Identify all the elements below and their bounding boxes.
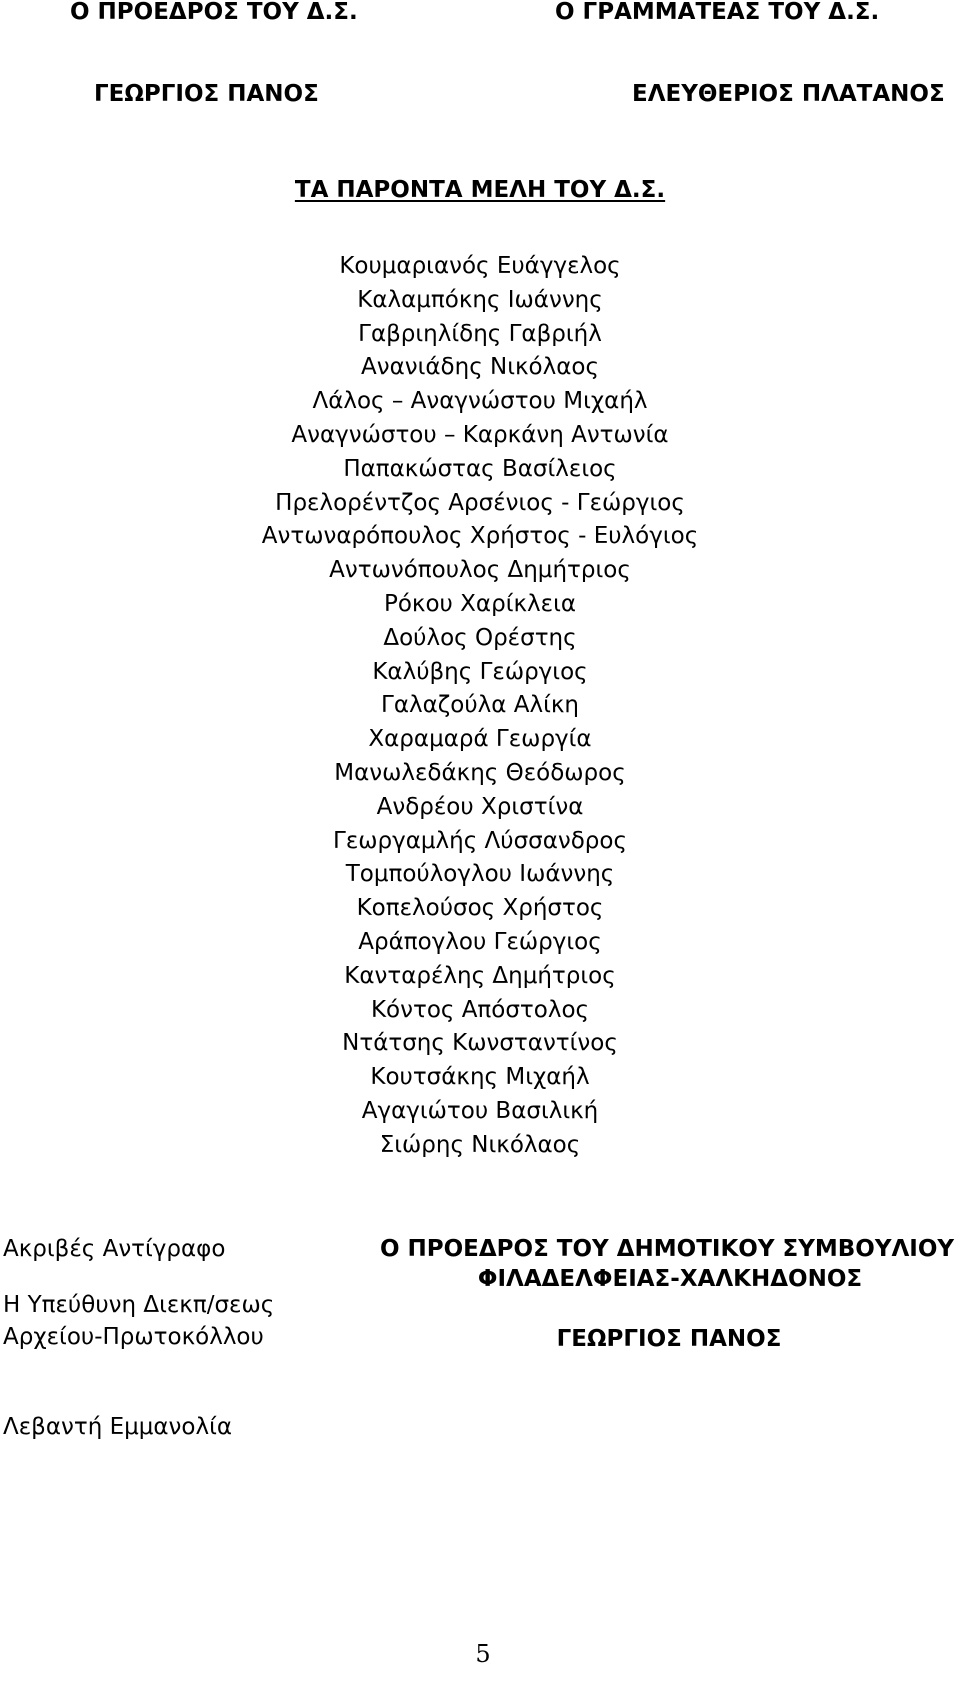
list-item: Χαραμαρά Γεωργία: [368, 726, 592, 753]
list-item: Γεωργαμλής Λύσσανδρος: [333, 827, 627, 854]
council-president-name: ΓΕΩΡΓΙΟΣ ΠΑΝΟΣ: [556, 1326, 782, 1352]
list-item: Ντάτσης Κωνσταντίνος: [342, 1030, 618, 1057]
list-item: Τομπούλογλου Ιωάννης: [345, 861, 615, 888]
list-item: Ανδρέου Χριστίνα: [376, 793, 584, 820]
list-item: Αράπογλου Γεώργιος: [358, 928, 602, 955]
council-president-title-line1: Ο ΠΡΟΕΔΡΟΣ ΤΟΥ ΔΗΜΟΤΙΚΟΥ ΣΥΜΒΟΥΛΙΟΥ: [379, 1236, 955, 1262]
list-item: Γαλαζούλα Αλίκη: [381, 692, 579, 719]
list-item: Καλαμπόκης Ιωάννης: [357, 286, 603, 313]
page-number: 5: [475, 1640, 491, 1668]
members-list: [0, 250, 960, 1163]
council-president-title-line2: ΦΙΛΑΔΕΛΦΕΙΑΣ-ΧΑΛΚΗΔΟΝΟΣ: [477, 1266, 863, 1292]
members-heading: ΤΑ ΠΑΡΟΝΤΑ ΜΕΛΗ ΤΟΥ Δ.Σ.: [294, 177, 666, 203]
list-item: Κόντος Απόστολος: [370, 996, 590, 1023]
president-title: Ο ΠΡΟΕΔΡΟΣ ΤΟΥ Δ.Σ.: [70, 0, 358, 25]
certified-copy-label: Ακριβές Αντίγραφο: [3, 1236, 226, 1262]
list-item: Ανανιάδης Νικόλαος: [361, 354, 599, 381]
list-item: Πρελορέντζος Αρσένιος - Γεώργιος: [275, 489, 685, 516]
secretary-title: Ο ΓΡΑΜΜΑΤΕΑΣ ΤΟΥ Δ.Σ.: [555, 0, 880, 25]
list-item: Σιώρης Νικόλαος: [379, 1131, 581, 1158]
list-item: Μανωλεδάκης Θεόδωρος: [334, 759, 626, 786]
list-item: Αντωνόπουλος Δημήτριος: [329, 557, 631, 584]
list-item: Αντωναρόπουλος Χρήστος - Ευλόγιος: [261, 523, 699, 550]
responsible-name: Λεβαντή Εμμανολία: [3, 1414, 233, 1440]
list-item: Παπακώστας Βασίλειος: [343, 455, 617, 482]
list-item: Κοπελούσος Χρήστος: [356, 895, 604, 922]
president-name: ΓΕΩΡΓΙΟΣ ΠΑΝΟΣ: [94, 81, 319, 107]
list-item: Ρόκου Χαρίκλεια: [383, 590, 577, 617]
responsible-title-line1: Η Υπεύθυνη Διεκπ/σεως: [3, 1292, 275, 1318]
list-item: Κουτσάκης Μιχαήλ: [370, 1064, 590, 1091]
list-item: Αγαγιώτου Βασιλική: [361, 1097, 599, 1124]
responsible-title-line2: Αρχείου-Πρωτοκόλλου: [3, 1324, 264, 1350]
list-item: Λάλος – Αναγνώστου Μιχαήλ: [312, 388, 648, 415]
list-item: Γαβριηλίδης Γαβριήλ: [358, 320, 602, 347]
secretary-name: ΕΛΕΥΘΕΡΙΟΣ ΠΛΑΤΑΝΟΣ: [632, 81, 945, 107]
list-item: Αναγνώστου – Καρκάνη Αντωνία: [291, 421, 669, 448]
list-item: Καλύβης Γεώργιος: [372, 658, 588, 685]
list-item: Κανταρέλης Δημήτριος: [344, 962, 616, 989]
list-item: Κουμαριανός Ευάγγελος: [339, 253, 621, 279]
list-item: Δούλος Ορέστης: [383, 624, 577, 651]
